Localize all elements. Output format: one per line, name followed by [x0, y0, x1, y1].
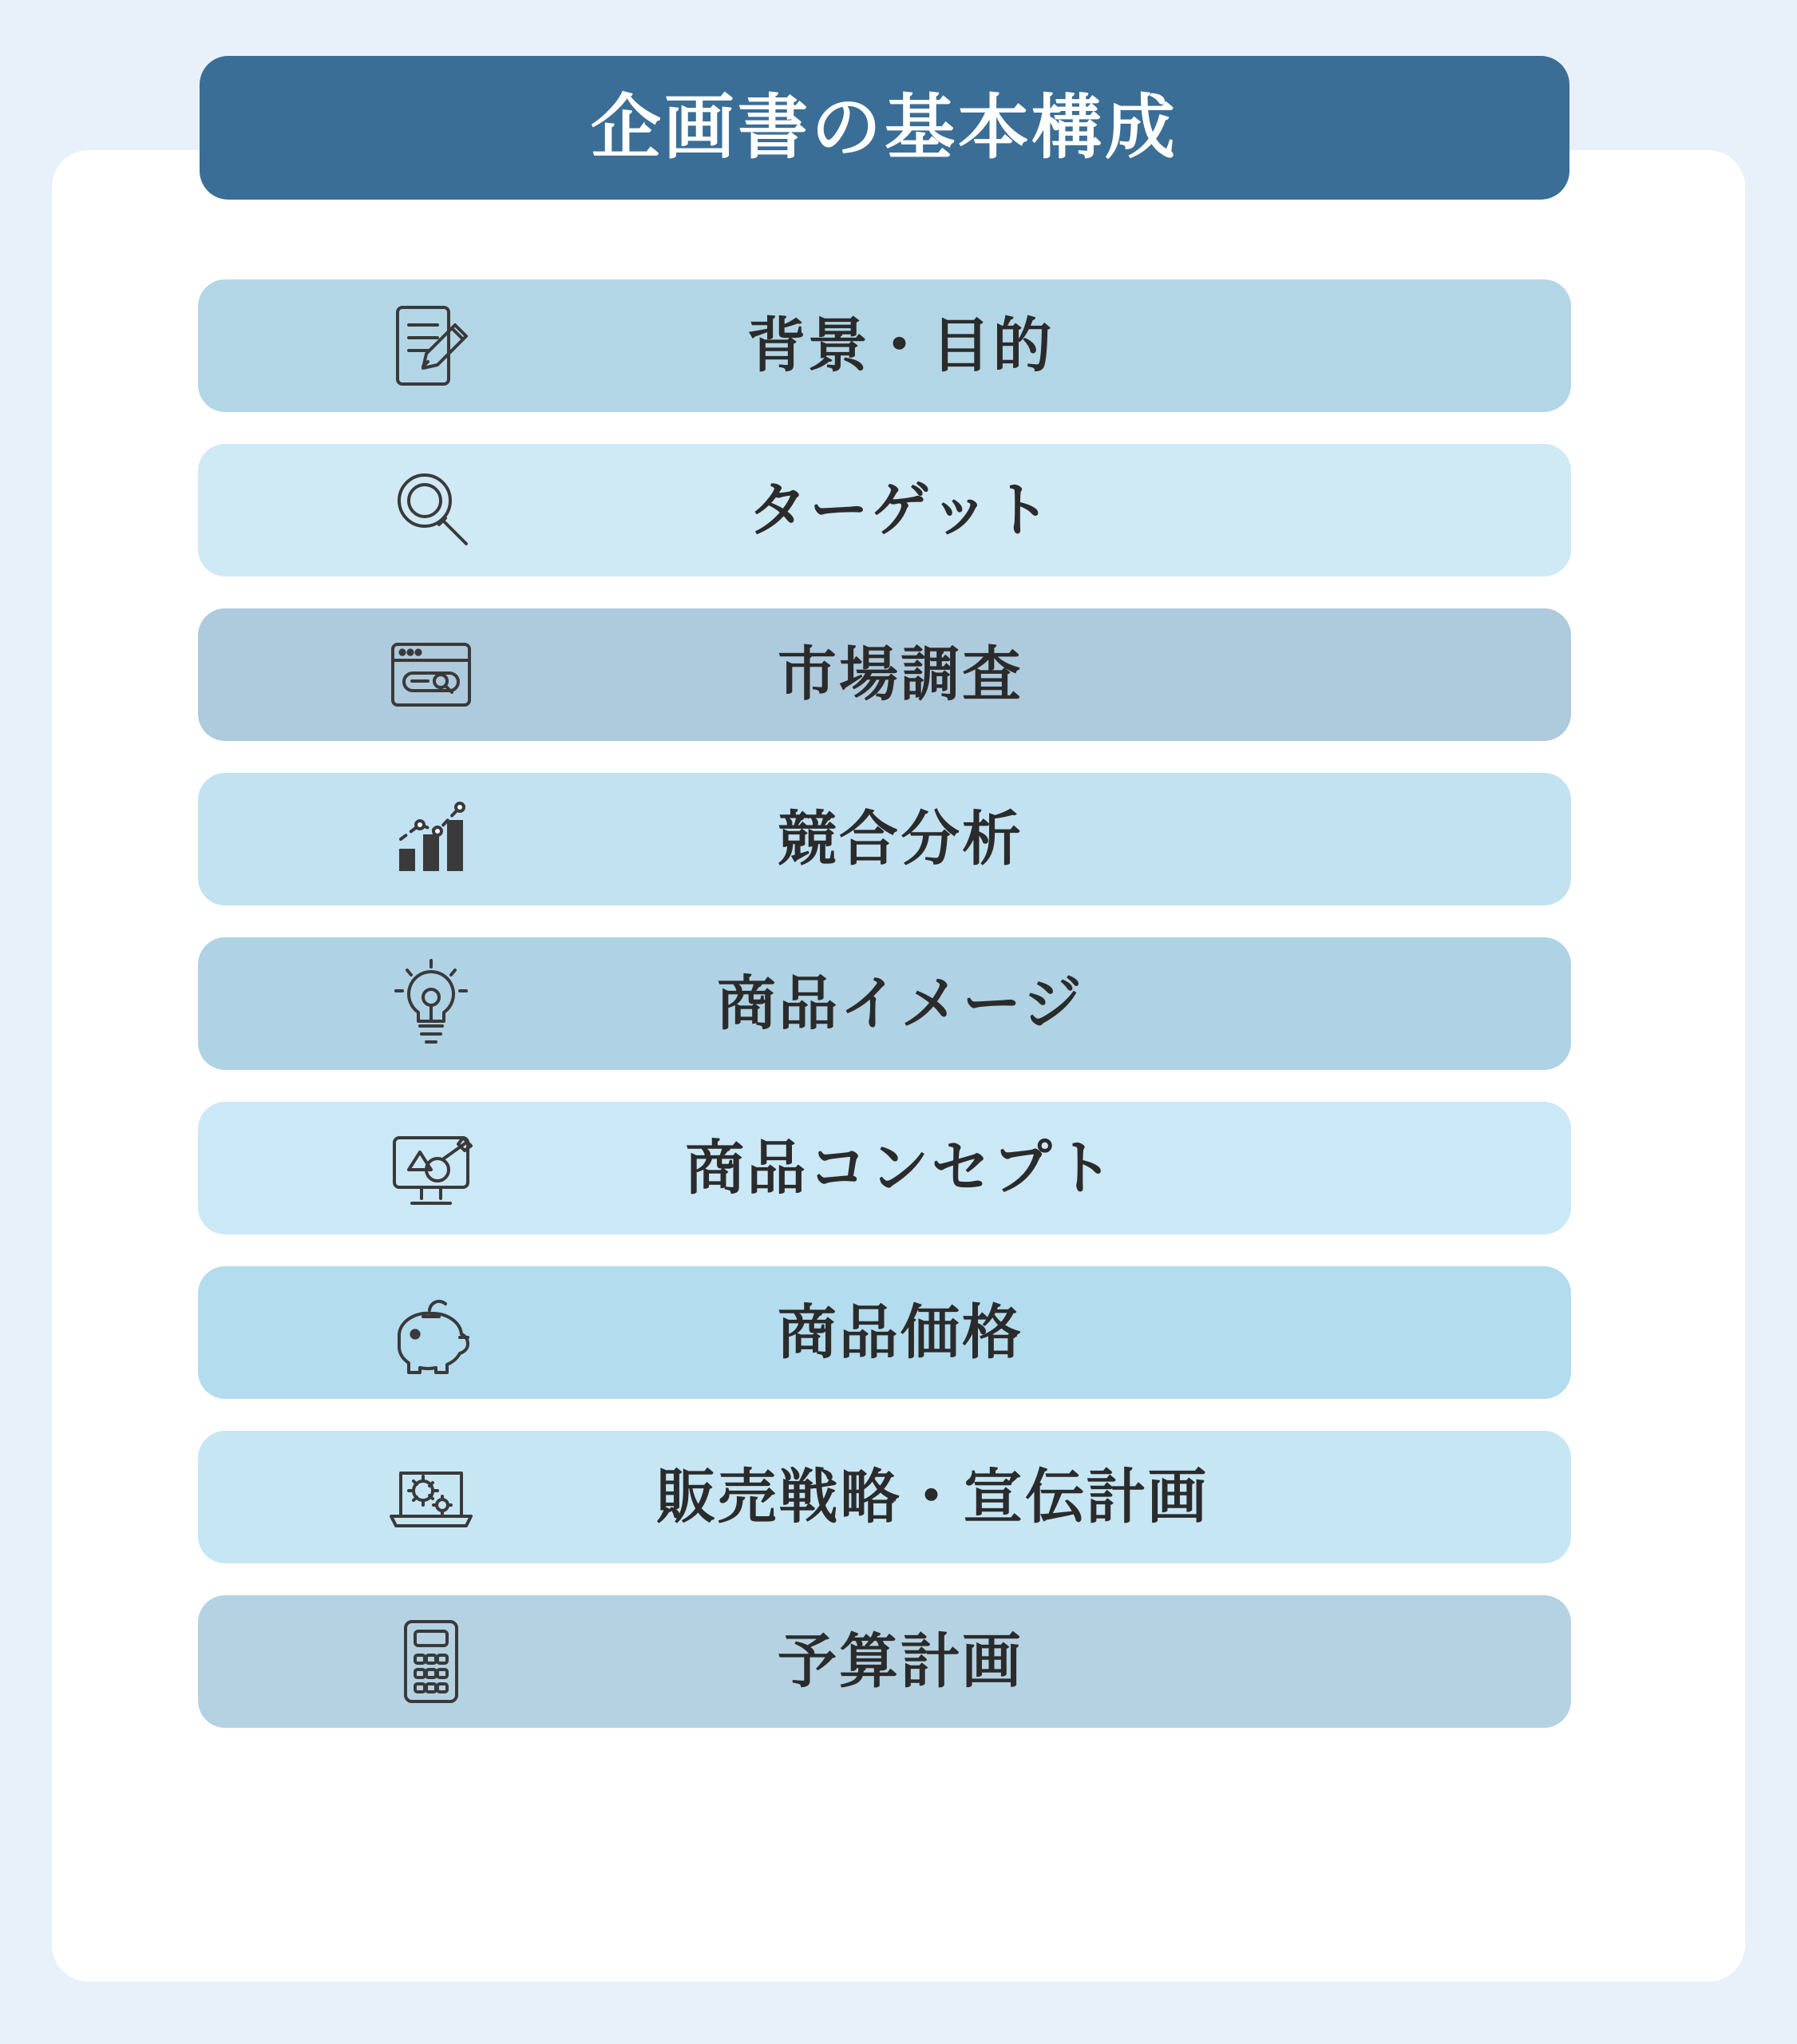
list-item-budget-plan[interactable] [198, 1595, 1571, 1728]
lightbulb-icon [375, 953, 487, 1055]
list-item-sales-strategy[interactable] [198, 1431, 1571, 1563]
list-item-product-image[interactable] [198, 937, 1571, 1070]
list-item-label: 競合分析 [778, 806, 1023, 872]
list-item-label: 背景・目的 [746, 312, 1055, 378]
bar-chart-icon [375, 788, 487, 890]
title-banner [200, 56, 1569, 200]
browser-search-icon [375, 624, 487, 726]
list-item-label: 商品コンセプト [685, 1135, 1116, 1201]
monitor-design-icon [375, 1117, 487, 1219]
page-title: 企画書の基本構成 [590, 88, 1178, 167]
list-item-competitive-analysis[interactable] [198, 773, 1571, 905]
list-item-background-purpose[interactable] [198, 279, 1571, 412]
list-item-label: 販売戦略・宣伝計画 [655, 1464, 1209, 1530]
laptop-gear-icon [375, 1446, 487, 1548]
list-item-label: 市場調査 [778, 641, 1023, 707]
list-item-product-price[interactable] [198, 1266, 1571, 1399]
list-item-label: 商品イメージ [717, 970, 1084, 1036]
piggy-bank-icon [375, 1281, 487, 1384]
structure-list [198, 279, 1571, 1728]
list-item-label: 商品価格 [778, 1299, 1023, 1365]
list-item-label: ターゲット [747, 477, 1054, 543]
list-item-market-research[interactable] [198, 608, 1571, 741]
list-item-label: 予算計画 [778, 1628, 1023, 1694]
list-item-target[interactable] [198, 444, 1571, 576]
document-pencil-icon [375, 295, 487, 397]
list-item-product-concept[interactable] [198, 1102, 1571, 1234]
calculator-icon [375, 1610, 487, 1713]
magnifier-icon [375, 459, 487, 561]
